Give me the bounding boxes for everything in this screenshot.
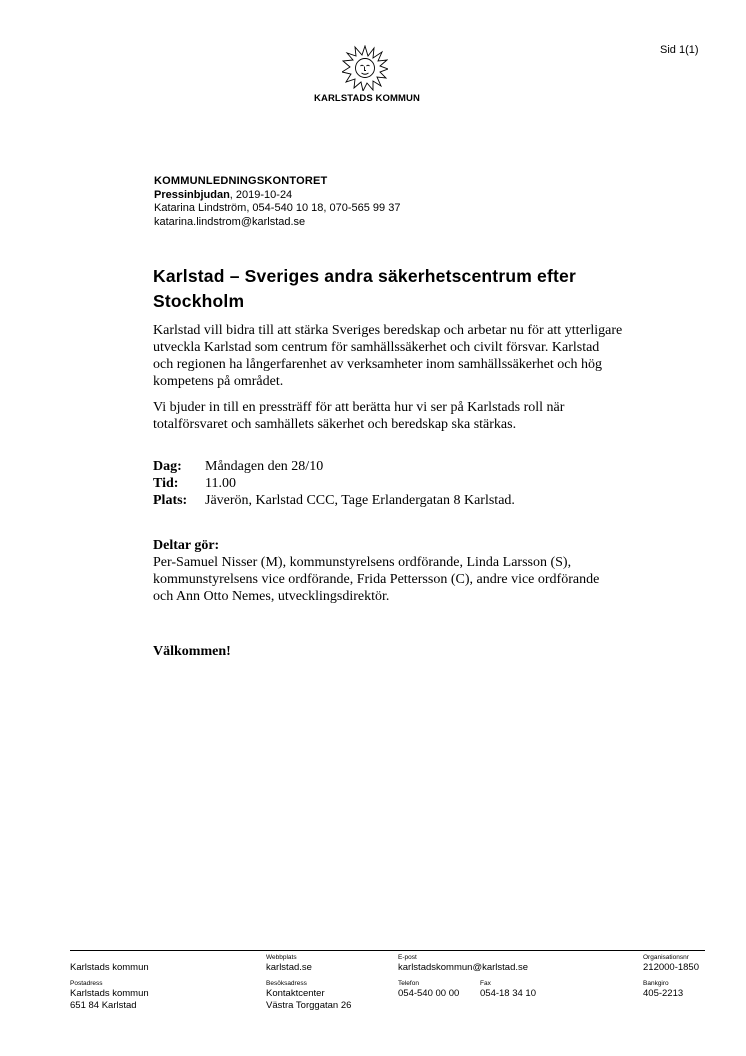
footer-orgnr: Organisationsnr 212000-1850 <box>643 954 699 973</box>
contact-email: katarina.lindstrom@karlstad.se <box>154 215 306 228</box>
day-label: Dag: <box>153 459 182 474</box>
footer-name: Karlstads kommun <box>70 962 149 973</box>
footer-phone: Telefon 054-540 00 00 <box>398 980 460 999</box>
contact-block <box>154 175 400 229</box>
event-details <box>153 458 515 509</box>
website-link[interactable]: karlstad.se <box>266 962 312 973</box>
page-number: Sid 1(1) <box>660 44 699 56</box>
participants-heading: Deltar gör: <box>153 538 220 553</box>
event-day-row <box>153 458 515 475</box>
footer-bankgiro: Bankgiro 405-2213 <box>643 980 684 999</box>
headline: Karlstad – Sveriges andra säkerhetscentrum efter Stockholm <box>153 266 576 311</box>
closing-text: Välkommen! <box>153 644 231 659</box>
organization-name: KARLSTADS KOMMUN <box>314 93 420 104</box>
doc-type-line <box>154 189 400 203</box>
doc-type: Pressinbjudan <box>154 188 230 201</box>
footer-divider <box>70 950 705 951</box>
department-name: KOMMUNLEDNINGSKONTORET <box>154 175 328 187</box>
participants-text: Per-Samuel Nisser (M), kommunstyrelsens ordförande, Linda Larsson (S), kommunstyrelsens vice ordförande, Frida Pettersson (C), andre vice ordförande och Ann Otto Nemes, utvecklingsdirektör. <box>153 555 600 604</box>
event-time-row <box>153 475 515 492</box>
contact-person: Katarina Lindström, 054-540 10 18, 070-565 99 37 <box>154 202 401 214</box>
place-label: Plats: <box>153 493 188 508</box>
footer-email: E-post karlstadskommun@karlstad.se <box>398 954 529 973</box>
time-value: 11.00 <box>205 476 236 491</box>
footer-fax: Fax 054-18 34 10 <box>480 980 536 999</box>
participants <box>153 537 623 605</box>
email-link[interactable]: karlstadskommun@karlstad.se <box>398 962 529 973</box>
body-paragraph: Vi bjuder in till en pressträff för att berätta hur vi ser på Karlstads roll när totalförsvaret och samhällets säkerhet och beredskap ska stärkas. <box>153 400 565 432</box>
footer-website: Webbplats karlstad.se <box>266 954 312 973</box>
event-place-row <box>153 492 515 509</box>
day-value: Måndagen den 28/10 <box>205 459 324 474</box>
doc-date: , 2019-10-24 <box>229 188 293 201</box>
place-value: Jäverön, Karlstad CCC, Tage Erlandergatan 8 Karlstad. <box>205 493 515 508</box>
body-paragraph: Karlstad vill bidra till att stärka Sveriges beredskap och arbetar nu för att ytterligare utveckla Karlstad som centrum för samhällssäkerhet och civilt försvar. Karlstad och regionen ha långerfarenhet av verksamheter inom samhällssäkerhet och hög kompetens på området. <box>153 323 623 389</box>
sun-logo-icon <box>342 45 388 91</box>
time-label: Tid: <box>153 476 179 491</box>
footer-postal: Postadress Karlstads kommun 651 84 Karlstad <box>70 980 149 1011</box>
footer-visit-address: Besöksadress Kontaktcenter Västra Torggatan 26 <box>266 980 352 1011</box>
